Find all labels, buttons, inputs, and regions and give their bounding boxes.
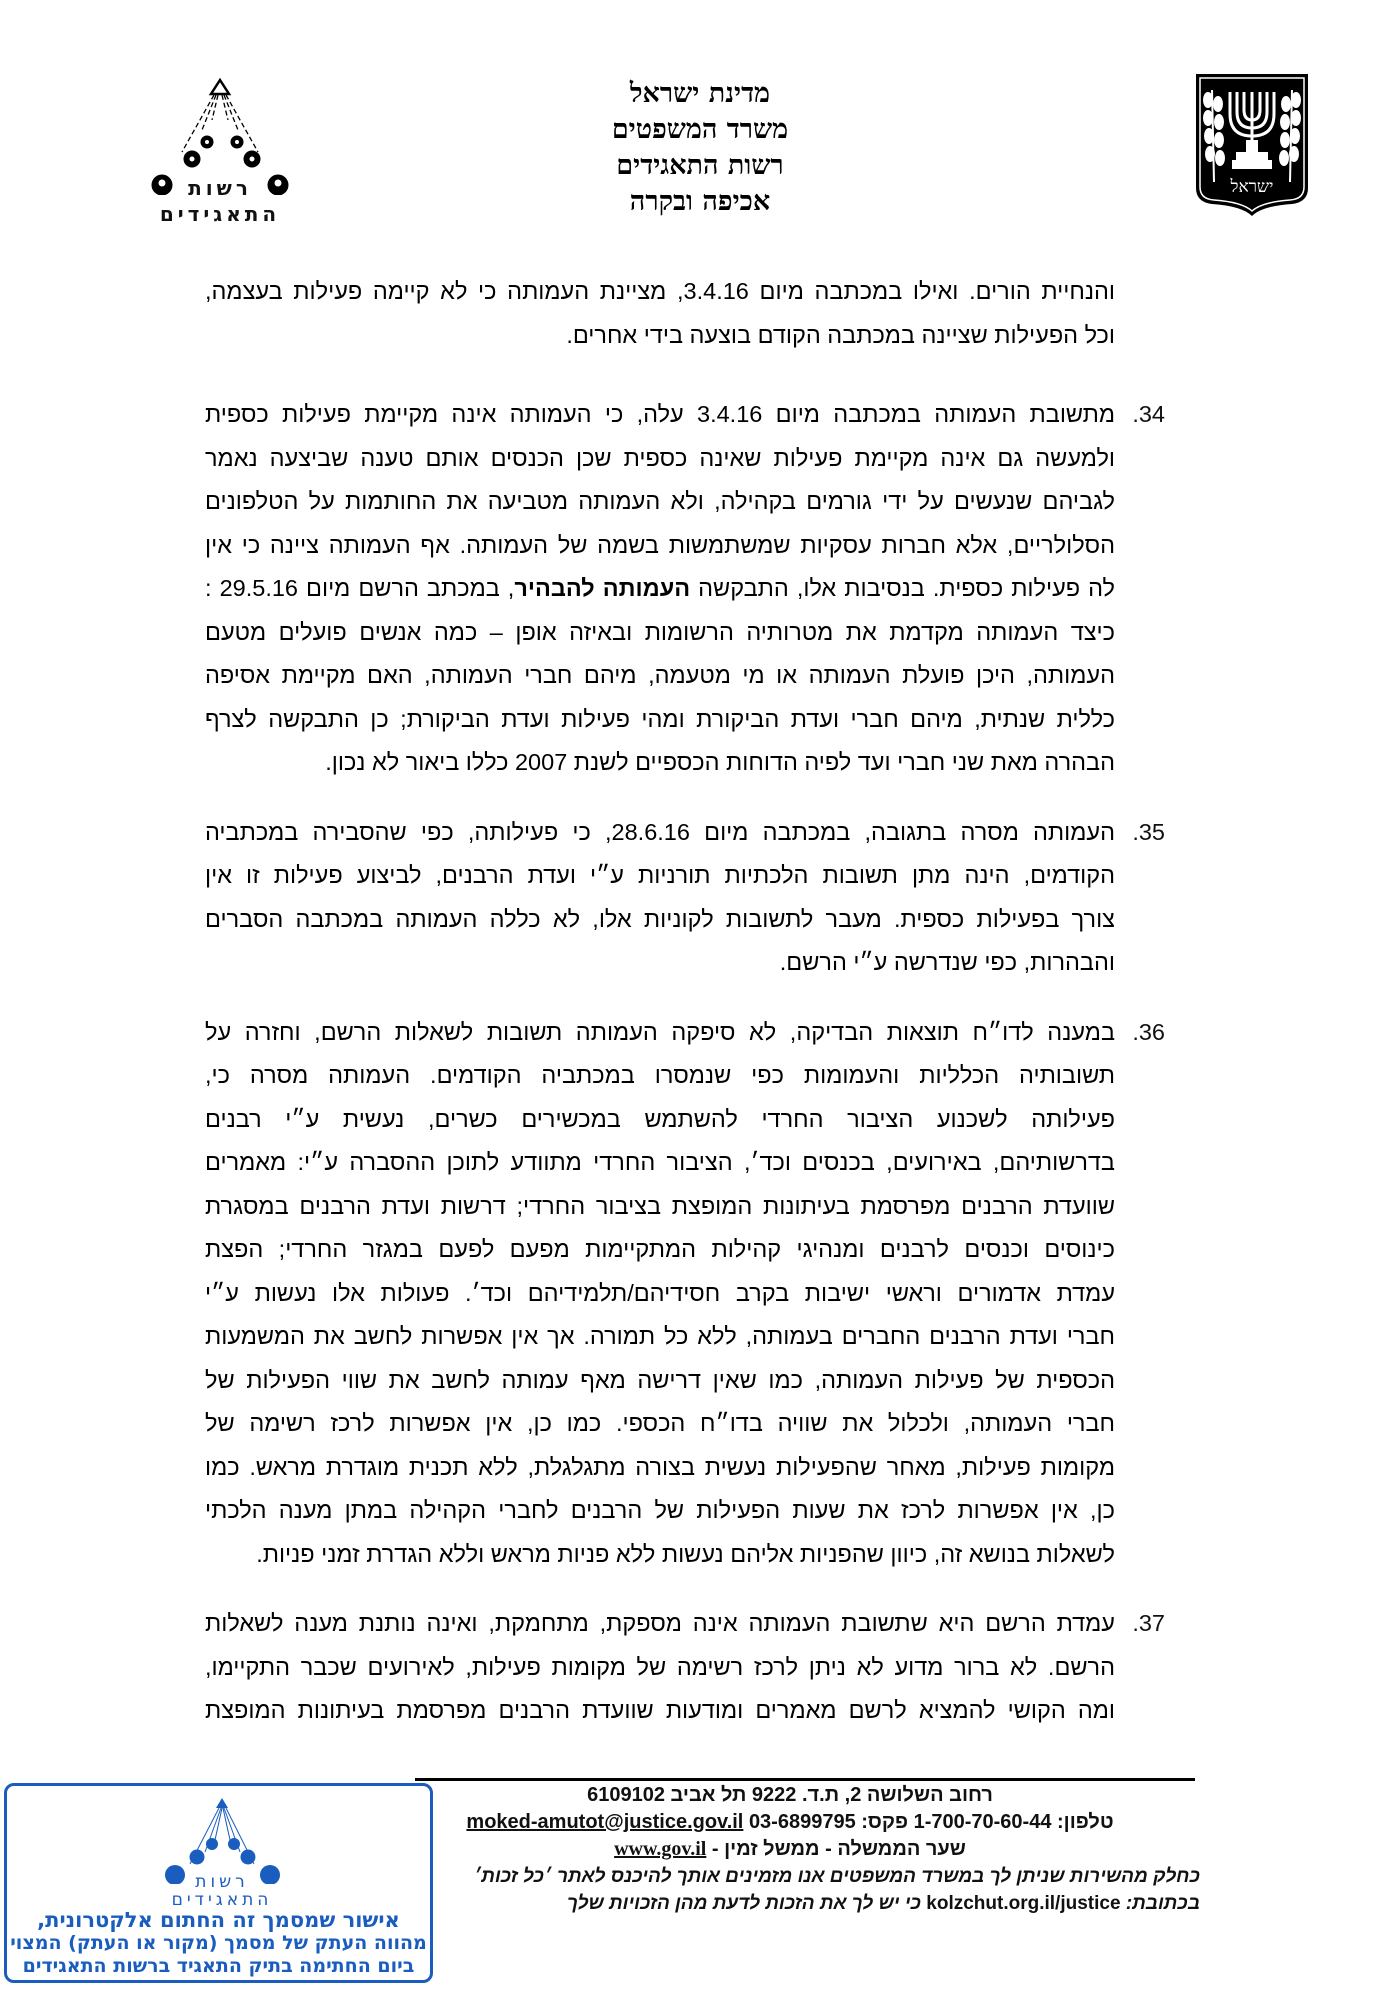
footer-kolzchut-post: כי יש לך את הזכות לדעת מהן הזכויות שלך bbox=[567, 1893, 921, 1914]
text-line: ומה הקושי להמציא לרשם מאמרים ומודעות שוועדת הרבנים מפרסמת בעיתונות המופצת bbox=[205, 1697, 1115, 1723]
text-line-with-emphasis bbox=[205, 567, 1115, 611]
header-line-ministry: משרד המשפטים bbox=[611, 114, 789, 145]
paragraph-number: 36. bbox=[1132, 1018, 1165, 1045]
text-line: הרשם. לא ברור מדוע לא ניתן לרכז רשימה של מקומות פעילות, לאירועים שכבר התקיימו, bbox=[205, 1653, 1115, 1680]
text-line: הסלולריים, אלא חברות עסקיות שמשתמשות בשמה של העמותה. אף העמותה ציינה כי אין bbox=[205, 531, 1115, 558]
footer-email-link[interactable]: moked-amutot@justice.gov.il bbox=[466, 1811, 744, 1833]
stamp-text bbox=[7, 1909, 430, 1978]
paragraph-36 bbox=[205, 1011, 1165, 1577]
text-line: כללית שנתית, מיהם חברי ועדת הביקורת ומהי פעילות ועדת הביקורת; כן התבקשה לצרף bbox=[205, 705, 1115, 732]
text-line: מתשובת העמותה במכתבה מיום 3.4.16 עלה, כי העמותה אינה מקיימת פעילות כספית bbox=[205, 401, 1115, 427]
footer-portal-label: שער הממשלה - ממשל זמין - bbox=[711, 1838, 966, 1860]
text-span: לה פעילות כספית. בנסיבות אלו, התבקשה bbox=[690, 575, 1116, 601]
stamp-line: ביום החתימה בתיק התאגיד ברשות התאגידים bbox=[22, 1955, 415, 1977]
emphasis-text: העמותה להבהיר bbox=[514, 575, 691, 601]
text-line: העמותה, היכן פועלת העמותה או מי מטעמה, מיהם חברי העמותה, האם מקיימת אסיפה bbox=[205, 662, 1115, 688]
text-line: כן, אין אפשרות לרכז את שעות הפעילות של הרבנים לחברי הקהילה במתן מענה הלכתי bbox=[205, 1497, 1115, 1523]
text-line: והנחיית הורים. ואילו במכתבה מיום 3.4.16, מציינת העמותה כי לא קיימה פעילות בעצמה, bbox=[205, 278, 1115, 304]
text-line: הבהרה מאת שני חברי ועד לפיה הדוחות הכספיים לשנת 2007 כללו ביאור לא נכון. bbox=[325, 749, 1115, 775]
text-line: בדרשותיהם, באירועים, בכנסים וכד׳, הציבור החרדי מתוודע לתוכן ההסברה ע״י: מאמרים bbox=[205, 1149, 1115, 1175]
stamp-logo-line1: רשות bbox=[195, 1872, 249, 1892]
corp-logo-line2: התאגידים bbox=[159, 202, 281, 226]
header-line-authority: רשות התאגידים bbox=[616, 150, 784, 181]
stamp-line: מהווה העתק של מסמך (מקור או העתק) המצוי bbox=[10, 1932, 427, 1954]
footer-kolzchut-pre: בכתובת: bbox=[1125, 1893, 1200, 1914]
intro-paragraph bbox=[205, 270, 1115, 357]
stamp-line: אישור שמסמך זה החתום אלקטרונית, bbox=[37, 1908, 400, 1932]
text-line: במענה לדו״ח תוצאות הבדיקה, לא סיפקה העמותה תשובות לשאלות הרשם, וחזרה על bbox=[205, 1018, 1115, 1045]
paragraph-number: 37. bbox=[1132, 1610, 1165, 1636]
text-line: חברי ועדת הרבנים החברים בעמותה, ללא כל תמורה. אך אין אפשרות לחשב את המשמעות bbox=[205, 1323, 1115, 1349]
header-line-state: מדינת ישראל bbox=[629, 78, 771, 109]
footer-kolzchut-line1: כחלק מהשירות שניתן לך במשרד המשפטים אנו מזמינים אותך להיכנס לאתר ׳כל זכות׳ bbox=[473, 1866, 1200, 1887]
text-line: הכספית של פעילות העמותה, כמו שאין דרישה מאף עמותה לחשב את שווי הפעילות של bbox=[205, 1366, 1115, 1393]
text-line: וכל הפעילות שציינה במכתבה הקודם בוצעה בידי אחרים. bbox=[566, 321, 1115, 348]
text-line: מקומות פעילות, מאחר שהפעילות נעשית בצורה מתגלגלת, ללא תכנית מוגדרת מראש. כמו bbox=[205, 1453, 1115, 1480]
stamp-logo-line2: התאגידים bbox=[171, 1890, 273, 1910]
text-span: , במכתב הרשם מיום 29.5.16 : bbox=[205, 575, 515, 601]
corp-logo-line1: רשות bbox=[188, 176, 252, 200]
text-line: צורך בפעילות כספית. מעבר לתשובות לקוניות אלו, לא כללה העמותה במכתבה הסברים bbox=[205, 905, 1115, 932]
footer-phone-line bbox=[380, 1809, 1200, 1836]
footer-phone: טלפון: 1-700-70-60-44 פקס: 03-6899795 bbox=[748, 1811, 1114, 1833]
footer-portal-link[interactable]: www.gov.il bbox=[614, 1838, 707, 1860]
paragraph-35 bbox=[205, 811, 1165, 985]
footer-contact bbox=[380, 1782, 1200, 1917]
text-line: לשאלות בנושא זה, כיוון שהפניות אליהם נעשות ללא פניות מראש וללא הגדרת זמני פניות. bbox=[256, 1540, 1115, 1567]
electronic-signature-stamp bbox=[4, 1783, 433, 1983]
footer-kolzchut-line2 bbox=[380, 1890, 1200, 1917]
text-line: והבהרות, כפי שנדרשה ע״י הרשם. bbox=[779, 949, 1115, 975]
text-line: פעילותה לשכנוע הציבור החרדי להשתמש במכשירים כשרים, נעשית ע״י רבנים bbox=[205, 1105, 1115, 1132]
paragraph-number: 35. bbox=[1132, 818, 1165, 845]
ministry-header bbox=[540, 76, 860, 220]
text-line: העמותה מסרה בתגובה, במכתבה מיום 28.6.16, כי פעילותה, כפי שהסבירה במכתביה bbox=[205, 818, 1115, 845]
footer-address: רחוב השלושה 2, ת.ד. 9222 תל אביב 6109102 bbox=[587, 1784, 993, 1806]
text-line: עמדת הרשם היא שתשובת העמותה אינה מספקת, מתחמקת, ואינה נותנת מענה לשאלות bbox=[205, 1610, 1115, 1636]
paragraph-37 bbox=[205, 1602, 1165, 1733]
header-line-department: אכיפה ובקרה bbox=[629, 186, 771, 217]
text-line: חברי העמותה, ולכלול את שוויה בדו״ח הכספי. כמו כן, אין אפשרות לרכז רשימה של bbox=[205, 1410, 1115, 1436]
stamp-logo bbox=[157, 1794, 287, 1909]
text-line: כיצד העמותה מקדמת את מטרותיה הרשומות ובאיזה אופן – כמה אנשים פועלים מטעם bbox=[205, 618, 1115, 645]
text-line: הקודמים, הינה מתן תשובות הלכתיות תורניות ע״י ועדת הרבנים, לביצוע פעילות זו אין bbox=[205, 862, 1115, 888]
paragraph-34 bbox=[205, 393, 1165, 785]
text-line: עמדת אדמורים וראשי ישיבות בקרב חסידיהם/תלמידיהם וכד׳. פעולות אלו נעשות ע״י bbox=[205, 1279, 1115, 1306]
text-line: שוועדת הרבנים מפרסמת בעיתונות המופצת בציבור החרדי; דרשות ועדת הרבנים במסגרת bbox=[205, 1192, 1115, 1219]
svg-text:ישראל: ישראל bbox=[1230, 177, 1274, 197]
text-line: ולמעשה גם אינה מקיימת פעילות שאינה כספית שכן הכנסים אותם טענה שביצעה נאמר bbox=[205, 444, 1115, 471]
text-line: לגביהם שנעשים על ידי גורמים בקהילה, ולא העמותה מטביעה את החותמות על הטלפונים bbox=[205, 488, 1115, 514]
footer-portal-line bbox=[380, 1836, 1200, 1863]
footer-kolzchut-link[interactable]: kolzchut.org.il/justice bbox=[926, 1893, 1121, 1914]
corporations-authority-logo bbox=[140, 70, 300, 235]
paragraph-number: 34. bbox=[1132, 401, 1165, 427]
document-body bbox=[205, 270, 1165, 1759]
footer-divider bbox=[415, 1778, 1195, 1781]
stamp-logo-icon bbox=[157, 1794, 287, 1884]
state-emblem-icon bbox=[1192, 70, 1312, 220]
text-line: כינוסים וכנסים לרבנים ומנהיגי קהילות המתקיימות מפעם לפעם במגזר החרדי; הפצת bbox=[205, 1236, 1115, 1262]
text-line: תשובותיה הכלליות והעמומות כפי שנמסרו במכתביה הקודמים. העמותה מסרה כי, bbox=[205, 1062, 1115, 1088]
